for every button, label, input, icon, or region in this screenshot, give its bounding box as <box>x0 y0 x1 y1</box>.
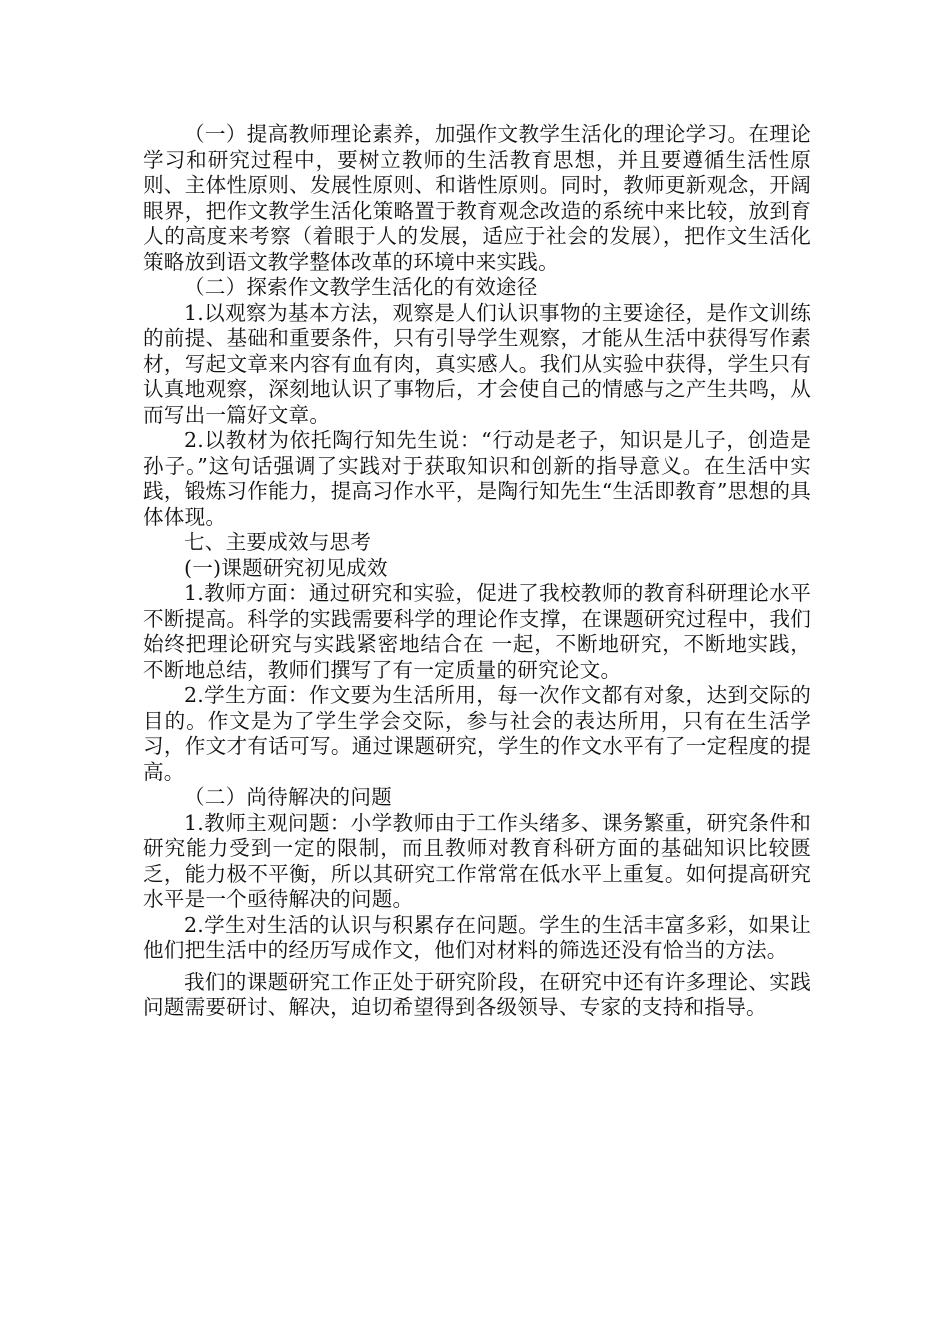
heading-results-reflection: 七、主要成效与思考 <box>184 530 372 554</box>
heading-initial-results: (一)课题研究初见成效 <box>184 555 388 580</box>
heading-effective-approach: （二）探索作文教学生活化的有效途径 <box>184 275 538 299</box>
paragraph-theory-study: （一）提高教师理论素养，加强作文教学生活化的理论学习。在理论学习和研究过程中，要树立教师的生活教育思想，并且要遵循生活性原则、主体性原则、发展性原则、和谐性原则。同时，教师更新观念，开阔眼界，把作文教学生活化策略置于教育观念改造的系统中来比较，放到育人的高度来考察（着眼于人的发展，适应于社会的发展），把作文生活化策略放到语文教学整体改革的环境中来实践。 <box>143 122 811 274</box>
paragraph-textbook: 2.以教材为依托陶行知先生说：“行动是老子，知识是儿子，创造是孙子。”这句话强调了实践对于获取知识和创新的指导意义。在生活中实践，锻炼习作能力，提高习作水平，是陶行知先生“生活即教育”思想的具体体现。 <box>143 428 811 529</box>
paragraph-student-problem: 2.学生对生活的认识与积累存在问题。学生的生活丰富多彩，如果让他们把生活中的经历写成作文，他们对材料的筛选还没有恰当的方法。 <box>143 912 811 962</box>
paragraph-students: 2.学生方面：作文要为生活所用，每一次作文都有对象，达到交际的目的。作文是为了学生学会交际，参与社会的表达所用，只有在生活学习，作文才有话可写。通过课题研究，学生的作文水平有了一定程度的提高。 <box>143 683 811 784</box>
paragraph-observation: 1.以观察为基本方法，观察是人们认识事物的主要途径，是作文训练的前提、基础和重要条件，只有引导学生观察，才能从生活中获得写作素材，写起文章来内容有血有肉，真实感人。我们从实验中获得，学生只有认真地观察，深刻地认识了事物后，才会使自己的情感与之产生共鸣，从而写出一篇好文章。 <box>143 300 811 427</box>
paragraph-conclusion: 我们的课题研究工作正处于研究阶段，在研究中还有许多理论、实践问题需要研讨、解决，迫切希望得到各级领导、专家的支持和指导。 <box>143 969 811 1019</box>
document-body <box>143 122 811 1021</box>
paragraph-teacher-problem: 1.教师主观问题：小学教师由于工作头绪多、课务繁重，研究条件和研究能力受到一定的限制，而且教师对教育科研方面的基础知识比较匮乏，能力极不平衡，所以其研究工作常常在低水平上重复。如何提高研究水平是一个亟待解决的问题。 <box>143 810 811 911</box>
paragraph-teachers: 1.教师方面：通过研究和实验，促进了我校教师的教育科研理论水平不断提高。科学的实践需要科学的理论作支撑，在课题研究过程中，我们始终把理论研究与实践紧密地结合在 一起，不断地研究，不断地实践，不断地总结，教师们撰写了有一定质量的研究论文。 <box>143 581 811 682</box>
heading-open-problems: （二）尚待解决的问题 <box>184 785 392 809</box>
